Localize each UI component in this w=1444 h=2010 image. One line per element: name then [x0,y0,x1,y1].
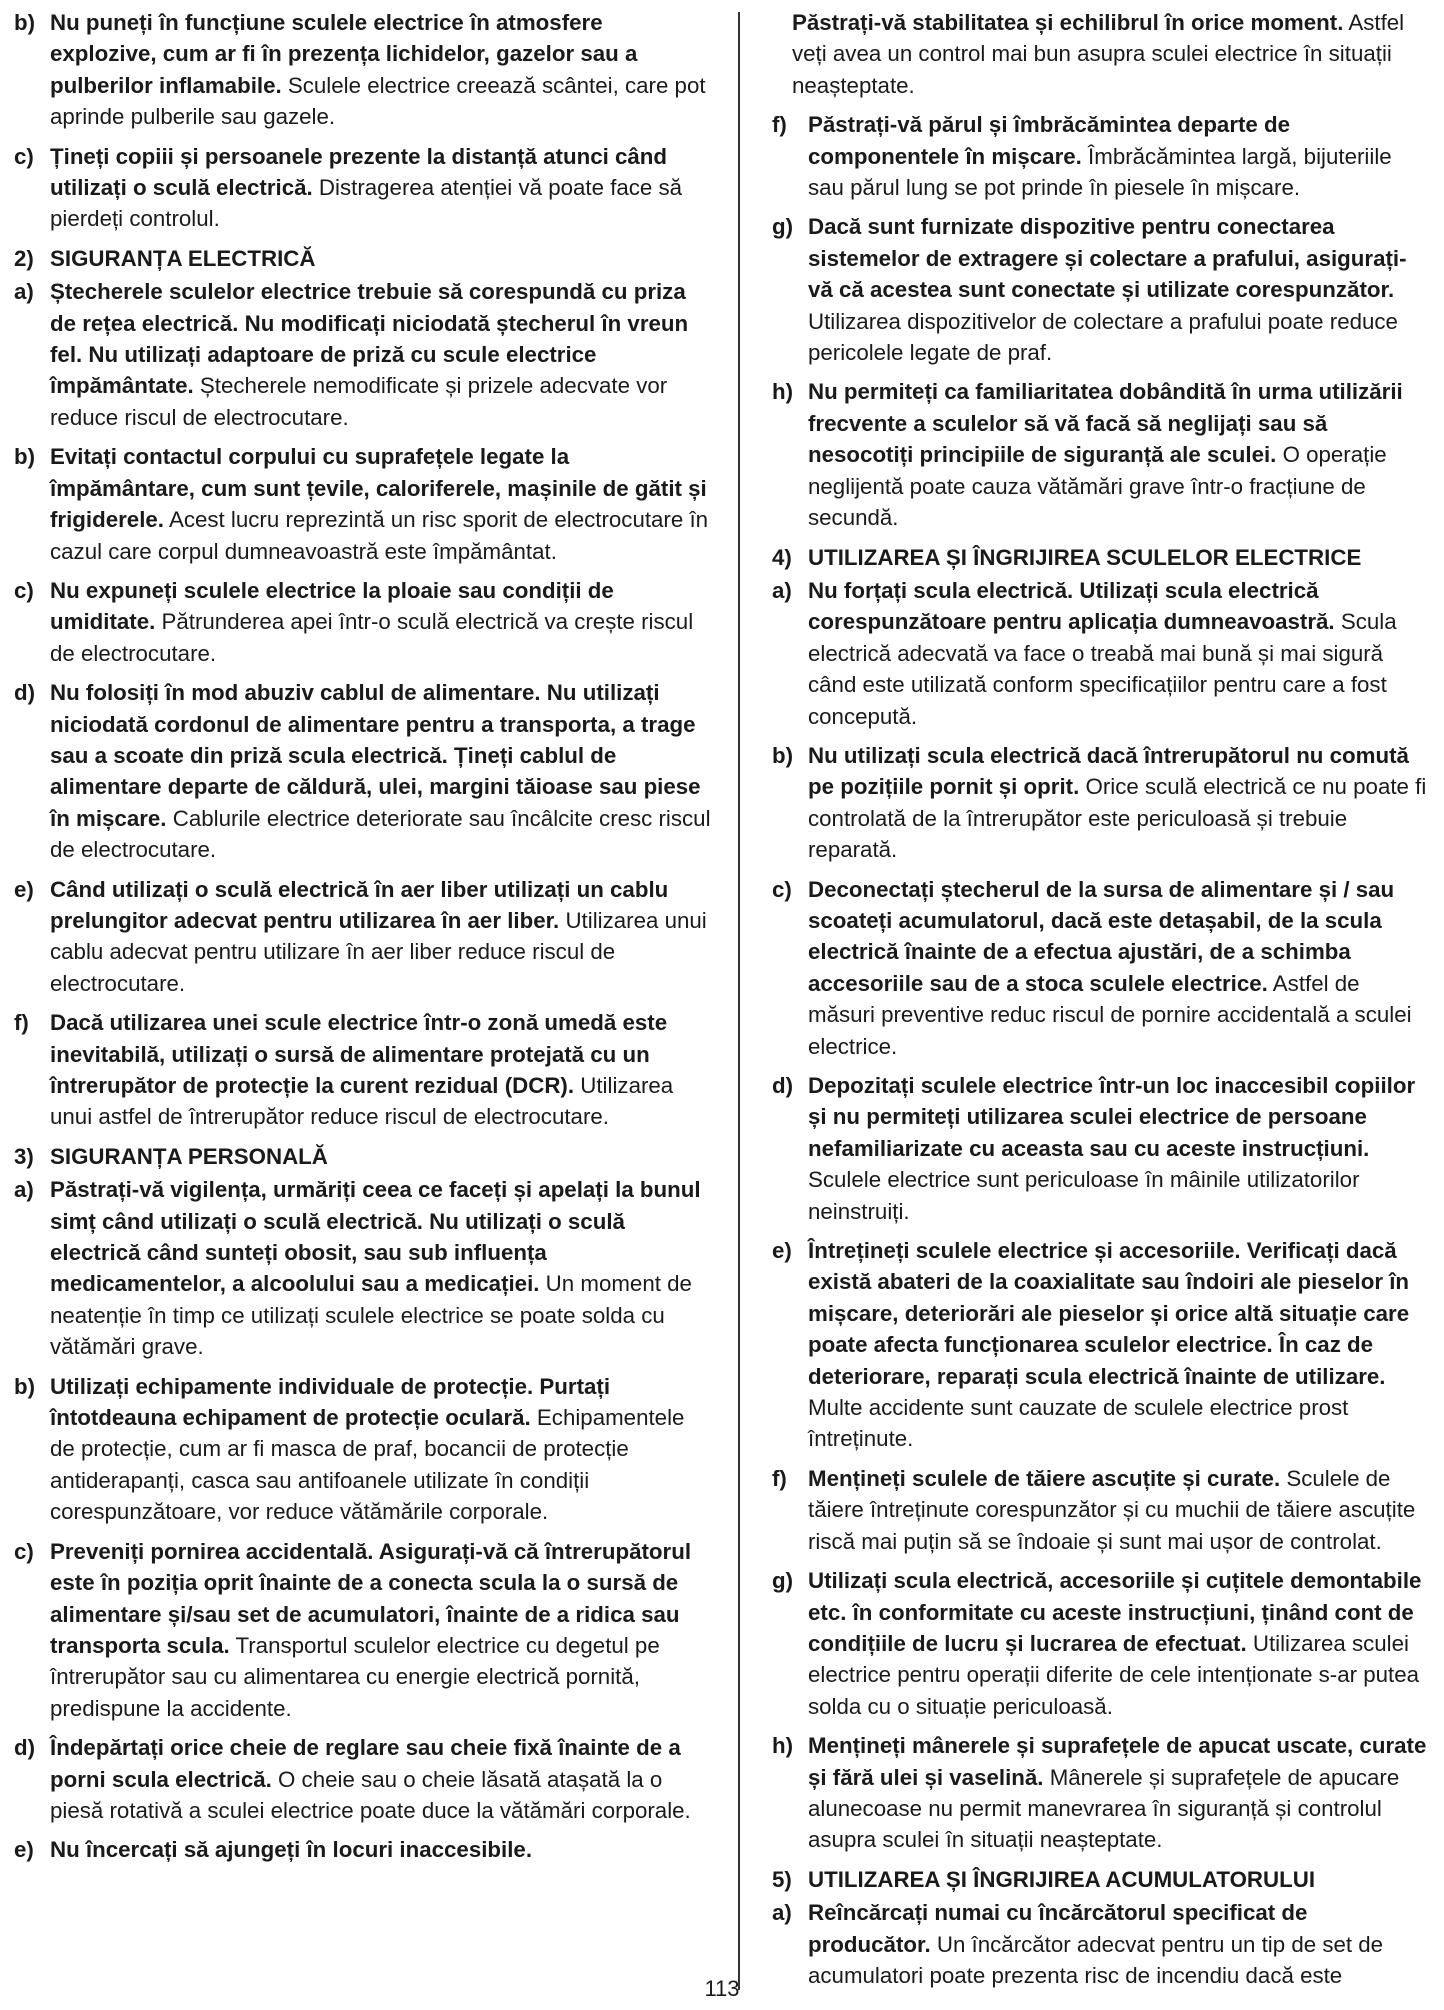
list-item [14,1174,712,1362]
plain-text: Transportul sculelor electrice cu degetul pe întrerupător sau cu alimentarea cu energie electrică pornită, predispune la accidente. [50,1632,660,1721]
item-marker: f) [14,1010,29,1036]
item-marker: a) [14,1177,34,1203]
bold-text: Utilizați scula electrică, accesoriile și cuțitele demontabile etc. în conformitate cu aceste instrucțiuni, ținând cont de condițiile de lucru și lucrarea de efectuat. [808,1568,1422,1656]
list-item [14,1536,712,1724]
item-text [50,7,712,133]
plain-text: Ștecherele nemodificate și prizele adecvate vor reduce riscul de electrocutare. [50,373,668,430]
bold-text: Nu permiteți ca familiaritatea dobândită în urma utilizării frecvente a sculelor să vă facă să neglijați sau să nesocotiți principiile de siguranță ale sculei. [808,379,1403,468]
item-marker: e) [14,1837,34,1863]
plain-text: Utilizarea dispozitivelor de colectare a prafului poate reduce pericolele legate de praf. [808,308,1398,366]
list-item [14,7,712,133]
bold-text: Evitați contactul corpului cu suprafețele legate la împământare, cum sunt țevile, caloriferele, mașinile de gătit și frigiderele. [50,444,707,533]
item-marker: c) [14,577,34,603]
item-text [50,1732,712,1826]
plain-text: Un moment de neatenție în timp ce utilizați sculele electrice se poate solda cu vătămări grave. [50,1271,692,1360]
bold-text: Păstrați-vă părul și îmbrăcămintea departe de componentele în mișcare. [808,112,1291,169]
bold-text: Reîncărcați numai cu încărcătorul specificat de producător. [808,1900,1308,1957]
list-item [772,1565,1430,1722]
bold-text: Ștecherele sculelor electrice trebuie să corespundă cu priza de rețea electrică. Nu modificați niciodată ștecherul în vreun fel. Nu utilizați adaptoare de priză cu scule electrice împământate. [50,279,689,399]
bold-text: Deconectați ștecherul de la sursa de alimentare și / sau scoateți acumulatorul, dacă este detașabil, de la scula electrică înainte de a efectua ajustări, de a schimba accesoriile sau de a stoca sculele electrice. [808,876,1395,996]
section-heading [772,1864,1430,1895]
item-marker: b) [14,444,36,470]
item-marker: d) [14,680,36,706]
plain-text: Utilizarea unui cablu adecvat pentru utilizare în aer liber reduce riscul de electrocutare. [50,907,707,996]
list-item [772,575,1430,732]
column-divider [738,12,740,1990]
item-marker: b) [772,742,794,768]
item-text [50,677,712,865]
left-column [14,7,712,1874]
item-marker: b) [14,1373,36,1399]
section-title: SIGURANȚA ELECTRICĂ [50,245,316,271]
item-text [808,109,1430,203]
item-marker: e) [772,1238,792,1264]
item-text [808,740,1430,866]
plain-text: Un încărcător adecvat pentru un tip de set de acumulatori poate prezenta risc de incendiu dacă este [808,1931,1384,1988]
right-column [772,7,1430,1999]
item-marker: 2) [14,245,34,271]
item-marker: a) [772,577,792,603]
item-marker: g) [772,214,794,240]
item-marker: d) [14,1735,36,1761]
bold-text: Nu încercați să ajungeți în locuri inaccesibile. [50,1837,533,1863]
item-text [50,1174,712,1362]
item-text [808,575,1430,732]
plain-text: O operație neglijentă poate cauza vătămări grave într-o fracțiune de secundă. [808,442,1387,531]
list-item [14,1371,712,1528]
bold-text: Nu forțați scula electrică. Utilizați scula electrică corespunzătoare pentru aplicația dumneavoastră. [808,577,1335,635]
list-item [14,1834,712,1865]
item-marker: c) [14,1538,34,1564]
item-text [50,874,712,1000]
item-marker: b) [14,10,36,35]
bold-text: Mențineți mânerele și suprafețele de apucat uscate, curate și fără ulei și vaselină. [808,1733,1427,1790]
list-item [14,141,712,235]
plain-text: Orice sculă electrică ce nu poate fi controlată de la întrerupător este periculoasă și trebuie reparată. [808,774,1427,863]
plain-text: Echipamentele de protecție, cum ar fi masca de praf, bocancii de protecție antiderapanți, casca sau antifoanele utilizate în condiții corespunzătoare, vor reduce vătămările corporale. [50,1405,685,1525]
bold-text: Dacă utilizarea unei scule electrice într-o zonă umedă este inevitabilă, utilizați o sursă de alimentare protejată cu un întrerupător de protecție la curent rezidual (DCR). [50,1010,668,1098]
bold-text: Nu folosiți în mod abuziv cablul de alimentare. Nu utilizați niciodată cordonul de alimentare pentru a transporta, a trage sau a scoate din priză scula electrică. Țineți cablul de alimentare departe de căldură, ulei, margini tăioase sau piese în mișcare. [50,680,701,831]
plain-text: O cheie sau o cheie lăsată atașată la o piesă rotativă a sculei electrice poate duce la vătămări corporale. [50,1766,691,1823]
bold-text: Utilizați echipamente individuale de protecție. Purtați întotdeauna echipament de protecție oculară. [50,1373,611,1431]
item-marker: a) [772,1900,792,1926]
list-item [14,441,712,567]
list-item [14,1007,712,1133]
list-item [14,1732,712,1826]
list-item [772,109,1430,203]
section-heading [14,243,712,274]
item-text [50,1007,712,1133]
item-text [808,1565,1430,1722]
bold-text: Dacă sunt furnizate dispozitive pentru conectarea sistemelor de extragere și colectare a prafului, asigurați-vă că acestea sunt conectate și utilizate corespunzător. [808,214,1407,303]
item-marker: 3) [14,1143,34,1169]
plain-text: Multe accidente sunt cauzate de sculele electrice prost întreținute. [808,1395,1349,1452]
list-item [14,677,712,865]
section-heading [14,1141,712,1172]
plain-text: Îmbrăcămintea largă, bijuteriile sau părul lung se pot prinde în piesele în mișcare. [808,143,1392,201]
bold-text: Îndepărtați orice cheie de reglare sau cheie fixă înainte de a porni scula electrică. [50,1735,681,1792]
bold-text: Întrețineți sculele electrice și accesoriile. Verificați dacă există abateri de la coaxialitate sau îndoiri ale pieselor în mișcare, deteriorări ale pieselor și orice altă situație care poate afecta funcționarea sculelor electrice. În caz de deteriorare, reparați scula electrică înainte de utilizare. [808,1238,1410,1389]
item-marker: f) [772,112,787,138]
item-text [50,1834,712,1865]
item-marker: c) [14,143,34,169]
bold-text: Nu puneți în funcțiune sculele electrice în atmosfere explozive, cum ar fi în prezența lichidelor, gazelor sau a pulberilor inflamabile. [50,10,638,98]
bold-text: Când utilizați o sculă electrică în aer liber utilizați un cablu prelungitor adecvat pentru utilizarea în aer liber. [50,876,669,933]
item-text [50,1536,712,1724]
item-text [808,211,1430,368]
plain-text: Sculele de tăiere întreținute corespunzător și cu muchii de tăiere ascuțite riscă mai puțin să se îndoaie și sunt mai ușor de controlat. [808,1465,1416,1554]
item-marker: h) [772,1733,794,1759]
plain-text: Acest lucru reprezintă un risc sporit de electrocutare în cazul care corpul dumneavoastră este împământat. [50,507,709,564]
list-item [772,874,1430,1062]
list-item [14,575,712,669]
item-text [50,441,712,567]
list-item [14,874,712,1000]
section-heading [772,542,1430,573]
item-marker: d) [772,1073,794,1098]
plain-text: Mânerele și suprafețele de apucare alunecoase nu permit manevrarea în siguranță și controlul asupra sculei în situații neașteptate. [808,1764,1400,1853]
bold-text: Depozitați sculele electrice într-un loc inaccesibil copiilor și nu permiteți utilizarea sculei electrice de persoane nefamiliarizate cu aceasta sau cu aceste instrucțiuni. [808,1073,1416,1161]
section-title: UTILIZAREA ȘI ÎNGRIJIREA SCULELOR ELECTRICE [808,544,1362,570]
item-marker: 5) [772,1866,792,1892]
page-number: 113 [704,1976,740,2001]
paragraph-continuation [792,7,1430,101]
item-text [50,276,712,433]
list-item [772,1463,1430,1557]
plain-text: Utilizarea unui astfel de întrerupător reduce riscul de electrocutare. [50,1073,674,1130]
item-text [50,575,712,669]
plain-text: Distragerea atenției vă poate face să pierdeți controlul. [50,175,683,232]
list-item [772,211,1430,368]
item-marker: f) [772,1465,787,1491]
bold-text: Mențineți sculele de tăiere ascuțite și curate. [808,1465,1281,1491]
plain-text: Utilizarea sculei electrice pentru operații diferite de cele intenționate s-ar putea solda cu o situație periculoasă. [808,1630,1420,1719]
list-item [772,740,1430,866]
item-text [50,1371,712,1528]
item-marker: a) [14,279,34,305]
plain-text: Astfel veți avea un control mai bun asupra sculei electrice în situații neașteptate. [792,10,1405,98]
list-item [772,376,1430,533]
item-text [808,874,1430,1062]
section-title: SIGURANȚA PERSONALĂ [50,1143,328,1169]
section-title: UTILIZAREA ȘI ÎNGRIJIREA ACUMULATORULUI [808,1866,1316,1892]
plain-text: Sculele electrice creează scântei, care pot aprinde pulberile sau gazele. [50,72,706,130]
bold-text: Păstrați-vă vigilența, urmăriți ceea ce faceți și apelați la bunul simț când utilizați o sculă electrică. Nu utilizați o sculă electrică când sunteți obosit, sau sub influența medicamentelor, a alcoolului sau a medicației. [50,1177,701,1297]
item-marker: g) [772,1568,794,1594]
plain-text: Pătrunderea apei într-o sculă electrică va crește riscul de electrocutare. [50,609,694,666]
item-text [808,1463,1430,1557]
plain-text: Scula electrică adecvată va face o treabă mai bună și mai sigură când este utilizată conform specificațiilor pentru care a fost concepută. [808,609,1397,729]
item-marker: c) [772,876,792,902]
item-text [808,1730,1430,1856]
item-text [50,141,712,235]
item-text [808,1070,1430,1227]
item-marker: h) [772,379,794,405]
plain-text: Cablurile electrice deteriorate sau încâlcite cresc riscul de electrocutare. [50,805,711,863]
list-item [772,1235,1430,1455]
item-text [808,376,1430,533]
item-text [808,1235,1430,1455]
bold-text: Nu utilizați scula electrică dacă întrerupătorul nu comută pe pozițiile pornit și oprit. [808,742,1409,800]
bold-text: Păstrați-vă stabilitatea și echilibrul în orice moment. [792,10,1344,35]
bold-text: Preveniți pornirea accidentală. Asigurați-vă că întrerupătorul este în poziția oprit înainte de a conecta scula la o sursă de alimentare și/sau set de acumulatori, înainte de a ridica sau transporta scula. [50,1538,692,1658]
list-item [772,1730,1430,1856]
list-item [14,276,712,433]
item-marker: e) [14,876,34,902]
bold-text: Țineți copiii și persoanele prezente la distanță atunci când utilizați o sculă electrică. [50,143,668,201]
bold-text: Nu expuneți sculele electrice la ploaie sau condiții de umiditate. [50,577,614,635]
list-item [772,1070,1430,1227]
plain-text: Astfel de măsuri preventive reduc riscul de pornire accidentală a sculei electrice. [808,970,1412,1059]
item-marker: 4) [772,544,792,570]
plain-text: Sculele electrice sunt periculoase în mâinile utilizatorilor neinstruiți. [808,1167,1360,1224]
